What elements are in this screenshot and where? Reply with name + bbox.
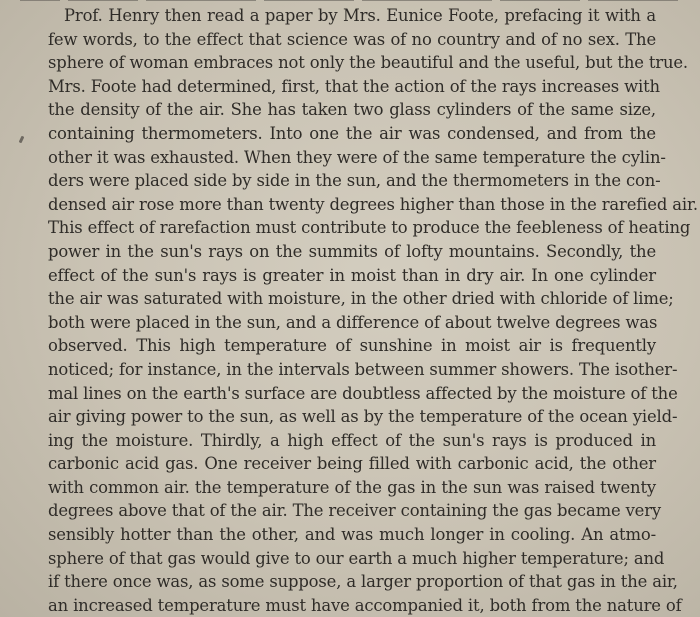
- text-line: with common air. the temperature of the gas in the sun was raised twenty: [48, 477, 656, 497]
- text-line: the air was saturated with moisture, in the other dried with chloride of lime;: [48, 289, 674, 309]
- text-line: sphere of woman embraces not only the beautiful and the useful, but the true.: [48, 53, 688, 73]
- text-line: an increased temperature must have accompanied it, both from the nature of: [48, 595, 682, 615]
- text-line: This effect of rarefaction must contribute to produce the feebleness of heating: [48, 218, 691, 238]
- ink-speck: [19, 136, 25, 144]
- text-line: observed. This high temperature of sunshine in moist air is frequently: [48, 336, 656, 356]
- text-line: densed air rose more than twenty degrees higher than those in the rarefied air.: [48, 194, 698, 214]
- text-line: sphere of that gas would give to our earth a much higher temperature; and: [48, 548, 665, 568]
- text-line: both were placed in the sun, and a difference of about twelve degrees was: [48, 312, 658, 332]
- text-line: Prof. Henry then read a paper by Mrs. Eunice Foote, prefacing it with a: [64, 6, 656, 25]
- text-line: degrees above that of the air. The receiver containing the gas became very: [48, 501, 662, 521]
- text-line: effect of the sun's rays is greater in moist than in dry air. In one cylinder: [48, 265, 656, 285]
- body-paragraph: [48, 4, 698, 617]
- text-line: mal lines on the earth's surface are doubtless affected by the moisture of the: [48, 383, 678, 403]
- text-line: air giving power to the sun, as well as by the temperature of the ocean yield-: [48, 407, 678, 427]
- text-line: Mrs. Foote had determined, first, that the action of the rays increases with: [48, 76, 660, 96]
- text-line: sensibly hotter than the other, and was much longer in cooling. An atmo-: [48, 525, 656, 545]
- text-line: the density of the air. She has taken two glass cylinders of the same size,: [48, 100, 656, 120]
- text-line: if there once was, as some suppose, a larger proportion of that gas in the air,: [48, 572, 678, 592]
- text-line: power in the sun's rays on the summits of lofty mountains. Secondly, the: [48, 241, 656, 261]
- text-line: ders were placed side by side in the sun, and the thermometers in the con-: [48, 171, 661, 191]
- text-line: ing the moisture. Thirdly, a high effect of the sun's rays is produced in: [48, 430, 656, 450]
- text-line: other it was exhausted. When they were of the same temperature the cylin-: [48, 147, 666, 167]
- text-line: few words, to the effect that science was of no country and of no sex. The: [48, 29, 656, 49]
- text-line: noticed; for instance, in the intervals between summer showers. The isother-: [48, 359, 678, 379]
- text-line: containing thermometers. Into one the air was condensed, and from the: [48, 123, 656, 143]
- text-line: carbonic acid gas. One receiver being filled with carbonic acid, the other: [48, 454, 656, 474]
